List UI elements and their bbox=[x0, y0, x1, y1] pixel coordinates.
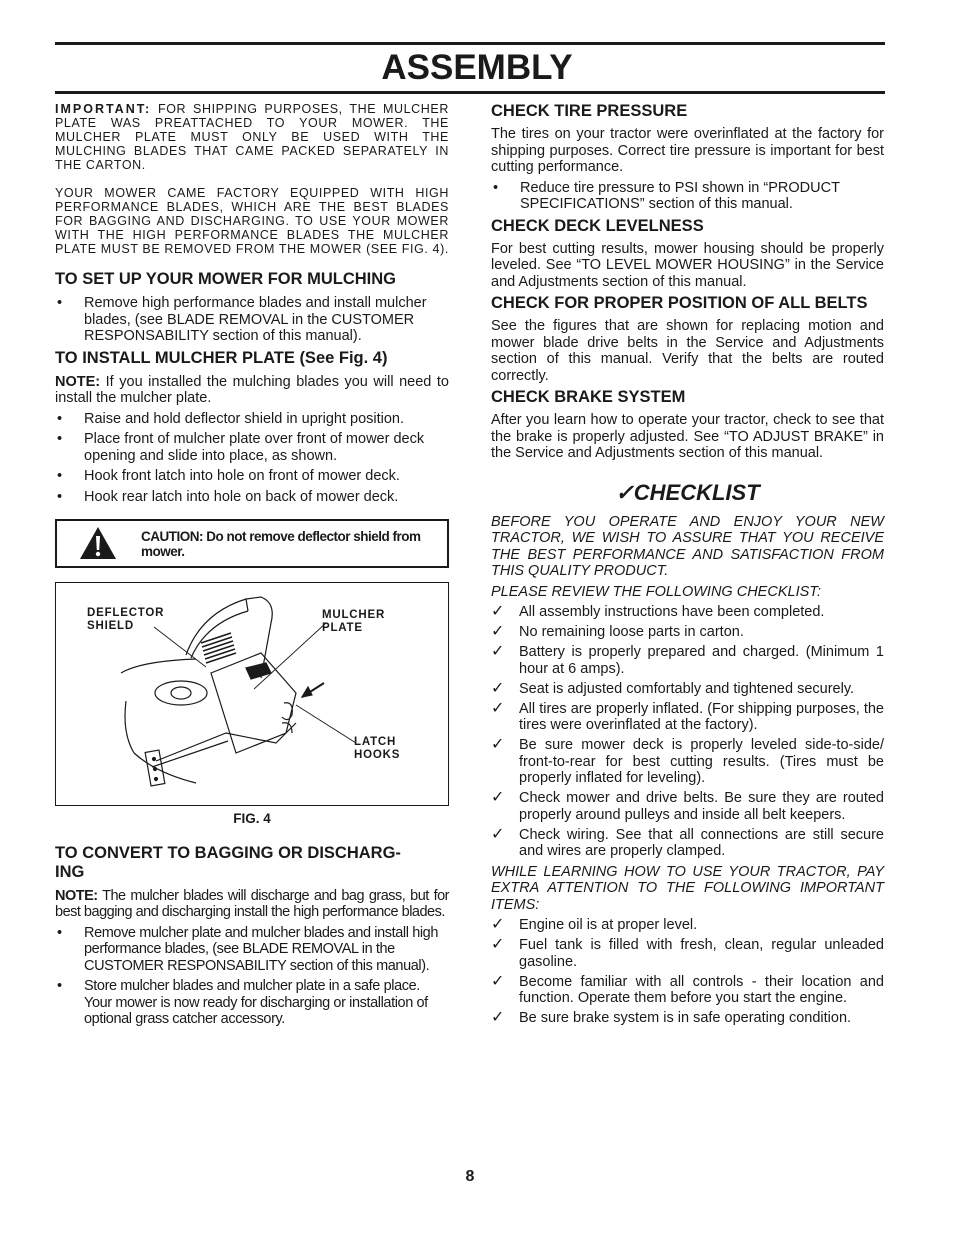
figure-4 bbox=[55, 582, 449, 806]
convert-heading: TO CONVERT TO BAGGING OR DISCHARG- ING bbox=[55, 843, 401, 881]
note-label: NOTE: bbox=[55, 373, 101, 390]
right-column bbox=[491, 102, 884, 1031]
belts-heading: CHECK FOR PROPER POSITION OF ALL BELTS bbox=[491, 294, 868, 312]
list-item: ✓ No remaining loose parts in carton. bbox=[491, 623, 744, 640]
convert-note: NOTE: The mulcher blades will discharge and bag grass, but for best bagging and discharging install the high performance blades. bbox=[55, 887, 449, 920]
caution-box bbox=[55, 519, 449, 568]
brake-text: After you learn how to operate your tractor, check to see that the brake is properly adjusted. See “TO ADJUST BRAKE” in the Service and Adjustments section of this manual. bbox=[491, 412, 884, 461]
list-item: ✓ Be sure mower deck is properly leveled side-to-side/ front-to-rear for best cutting results. (Tires must be properly inflated for leveling). bbox=[491, 736, 884, 786]
label-mulcher-plate: MULCHER PLATE bbox=[322, 609, 386, 634]
mulching-list bbox=[55, 295, 449, 345]
list-item: • Reduce tire pressure to PSI shown in “PRODUCT SPECIFICATIONS” section of this manual. bbox=[493, 179, 840, 212]
header-rule-top bbox=[55, 42, 885, 45]
checkmark-icon: ✓ bbox=[491, 699, 505, 717]
checklist-items bbox=[491, 604, 884, 860]
list-item: ✓ Seat is adjusted comfortably and tightened securely. bbox=[491, 679, 855, 697]
list-item: ✓ Battery is properly prepared and charged. (Minimum 1 hour at 6 amps). bbox=[491, 643, 884, 677]
install-note: NOTE: If you installed the mulching blades you will need to install the mulcher plate. bbox=[55, 373, 449, 406]
list-item: • Store mulcher blades and mulcher plate in a safe place. Your mower is now ready for discharging or installation of optional grass catcher accessory. bbox=[57, 978, 428, 1027]
important-notice bbox=[55, 102, 449, 172]
label-deflector-shield: DEFLECTOR SHIELD bbox=[87, 607, 165, 632]
caution-text: CAUTION: Do not remove deflector shield from mower. bbox=[141, 529, 421, 559]
tire-heading: CHECK TIRE PRESSURE bbox=[491, 102, 688, 120]
checklist-title: ✓CHECKLIST bbox=[615, 479, 760, 505]
belts-text: See the figures that are shown for replacing motion and mower blade drive belts in the Service and Adjustments section of this manual. Verify that the belts are routed correctly. bbox=[491, 318, 884, 384]
page-number: 8 bbox=[465, 1168, 475, 1185]
install-list bbox=[55, 411, 449, 506]
tire-list bbox=[491, 180, 884, 213]
page-title: ASSEMBLY bbox=[381, 48, 573, 87]
list-item: ✓ Check mower and drive belts. Be sure they are routed properly around pulleys and inside all belt keepers. bbox=[491, 789, 884, 823]
label-latch-hooks: LATCH HOOKS bbox=[354, 736, 401, 761]
list-item: • Raise and hold deflector shield in upright position. bbox=[57, 410, 405, 427]
list-item: ✓ All tires are properly inflated. (For shipping purposes, the tires were overinflated at the factory). bbox=[491, 699, 884, 733]
important-label: IMPORTANT: bbox=[55, 102, 152, 116]
checklist-learning: WHILE LEARNING HOW TO USE YOUR TRACTOR, PAY EXTRA ATTENTION TO THE FOLLOWING IMPORTANT ITEMS: bbox=[491, 863, 884, 913]
tire-text: The tires on your tractor were overinflated at the factory for shipping purposes. Correct tire pressure is important for best cutting performance. bbox=[491, 126, 884, 175]
brake-heading: CHECK BRAKE SYSTEM bbox=[491, 388, 686, 406]
checkmark-icon: ✓ bbox=[491, 679, 505, 697]
warning-triangle-icon bbox=[79, 526, 117, 560]
list-item: ✓ All assembly instructions have been completed. bbox=[491, 603, 825, 620]
list-item: • Hook rear latch into hole on back of mower deck. bbox=[57, 488, 399, 505]
checklist-intro: BEFORE YOU OPERATE AND ENJOY YOUR NEW TRACTOR, WE WISH TO ASSURE THAT YOU RECEIVE THE BEST PERFORMANCE AND SATISFACTION FROM THIS QUALITY PRODUCT. bbox=[491, 513, 884, 579]
list-item: ✓ Be sure brake system is in safe operating condition. bbox=[491, 1009, 852, 1026]
list-item: ✓ Check wiring. See that all connections are still secure and wires are properly clamped. bbox=[491, 825, 884, 859]
note-label: NOTE: bbox=[55, 887, 98, 904]
header-rule-bottom bbox=[55, 91, 885, 94]
list-item: • Remove mulcher plate and mulcher blades and install high performance blades, (see BLADE REMOVAL in the CUSTOMER RESPONSABILITY section of this manual). bbox=[57, 924, 439, 974]
list-item: ✓ Become familiar with all controls - their location and function. Operate them before you start the engine. bbox=[491, 972, 884, 1006]
list-item: • Remove high performance blades and install mulcher blades, (see BLADE REMOVAL in the CUSTOMER RESPONSABILITY section of this manual). bbox=[57, 295, 427, 344]
left-column bbox=[55, 102, 449, 1032]
deck-text: For best cutting results, mower housing should be properly leveled. See “TO LEVEL MOWER HOUSING” in the Service and Adjustments section of this manual. bbox=[491, 240, 884, 290]
checkmark-icon: ✓ bbox=[491, 972, 505, 990]
checkmark-icon: ✓ bbox=[491, 623, 505, 640]
list-item: • Place front of mulcher plate over front of mower deck opening and slide into place, as shown. bbox=[57, 431, 425, 464]
checkmark-icon: ✓ bbox=[615, 479, 634, 505]
checkmark-icon: ✓ bbox=[491, 916, 505, 933]
checkmark-icon: ✓ bbox=[491, 789, 505, 806]
checkmark-icon: ✓ bbox=[491, 736, 505, 753]
figure-caption: FIG. 4 bbox=[233, 811, 271, 826]
checkmark-icon: ✓ bbox=[491, 643, 505, 660]
important-text: FOR SHIPPING PURPOSES, THE MULCHER PLATE WAS PREATTACHED TO YOUR MOWER. THE MULCHER PLATE MUST ONLY BE USED WITH THE MULCHING BLADES THAT CAME PACKED SEPARATELY IN THE CARTON. bbox=[55, 102, 449, 172]
checkmark-icon: ✓ bbox=[491, 603, 505, 620]
checkmark-icon: ✓ bbox=[491, 936, 505, 953]
list-item: • Hook front latch into hole on front of mower deck. bbox=[57, 468, 400, 484]
list-item: ✓ Engine oil is at proper level. bbox=[491, 916, 698, 933]
list-item: ✓ Fuel tank is filled with fresh, clean, regular unleaded gasoline. bbox=[491, 936, 884, 970]
install-heading: TO INSTALL MULCHER PLATE (See Fig. 4) bbox=[55, 348, 388, 367]
checklist-items-2 bbox=[491, 917, 884, 1027]
checklist-review: PLEASE REVIEW THE FOLLOWING CHECKLIST: bbox=[491, 583, 822, 600]
convert-list bbox=[55, 925, 449, 1028]
mulching-heading: TO SET UP YOUR MOWER FOR MULCHING bbox=[55, 270, 397, 288]
checkmark-icon: ✓ bbox=[491, 825, 505, 843]
deck-heading: CHECK DECK LEVELNESS bbox=[491, 216, 704, 235]
factory-blades-notice: YOUR MOWER CAME FACTORY EQUIPPED WITH HIGH PERFORMANCE BLADES, WHICH ARE THE BEST BLADES FOR BAGGING AND DISCHARGING. TO USE YOUR MOWER WITH THE HIGH PERFORMANCE BLADES THE MULCHER PLATE MUST BE REMOVED FROM THE MOWER (SEE FIG. 4). bbox=[55, 186, 449, 256]
checkmark-icon: ✓ bbox=[491, 1009, 505, 1026]
